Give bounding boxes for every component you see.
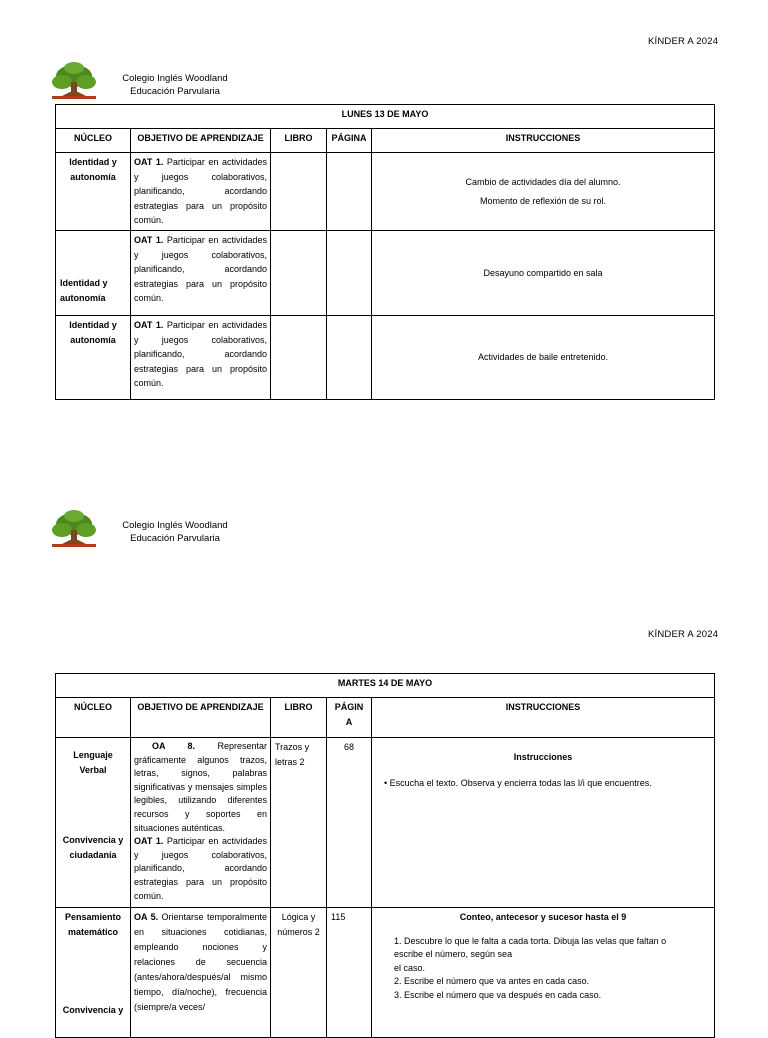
school-name: Colegio Inglés Woodland: [122, 73, 228, 84]
instruction-line: 3. Escribe el número que va después en cada caso.: [394, 989, 602, 1000]
oa-text: Participar en actividades y juegos colaborativos, planificando, acordando estrategias para un propósito común.: [134, 320, 267, 388]
table-row: [56, 738, 715, 908]
libro-cell: [271, 153, 327, 231]
col-libro: LIBRO: [271, 129, 327, 153]
instruction-line: 1. Descubre lo que le falta a cada torta. Dibuja las velas que faltan o escribe el número, según sea: [394, 935, 667, 959]
libro-cell: Trazos y letras 2: [271, 738, 327, 908]
col-instrucciones: INSTRUCCIONES: [372, 698, 715, 738]
table-row: [56, 153, 715, 231]
nucleo-cell: [56, 738, 131, 908]
nucleo-cell: Identidad y autonomía: [56, 316, 131, 400]
instructions-cell: [372, 908, 715, 1038]
libro-cell: Lógica y números 2: [271, 908, 327, 1038]
instructions-cell: [372, 738, 715, 908]
oat-text: Participar en actividades y juegos colaborativos, planificando, acordando estrategias para un propósito común.: [134, 836, 267, 901]
instruction-line: Momento de reflexión de su rol.: [479, 195, 607, 206]
col-nucleo: NÚCLEO: [56, 698, 131, 738]
pagina-cell: 115: [327, 908, 372, 1038]
page1-header-right: KÍNDER A 2024: [648, 36, 719, 47]
school-info: [112, 72, 238, 98]
instructions-title: Conteo, antecesor y sucesor hasta el 9: [459, 912, 627, 922]
oa-code: OA 8.: [152, 741, 196, 751]
page2-header-right: KÍNDER A 2024: [648, 629, 719, 640]
school-subtitle: Educación Parvularia: [130, 533, 220, 544]
table-row: [56, 316, 715, 400]
oa-text: Participar en actividades y juegos colaborativos, planificando, acordando estrategias para un propósito común.: [134, 235, 267, 303]
col-objetivo: OBJETIVO DE APRENDIZAJE: [131, 698, 271, 738]
nucleo-secondary: Convivencia y ciudadanía: [62, 835, 124, 860]
instructions-cell: Desayuno compartido en sala: [372, 231, 715, 316]
pagina-cell: 68: [327, 738, 372, 908]
nucleo-cell: Identidad y autonomía: [56, 231, 131, 316]
col-pagina: PÁGIN A: [327, 698, 372, 738]
woodland-logo: [48, 60, 100, 106]
monday-plan-table: [55, 104, 715, 400]
libro-cell: [271, 316, 327, 400]
oa-text: Participar en actividades y juegos colaborativos, planificando, acordando estrategias para un propósito común.: [134, 157, 267, 225]
table-row: [56, 231, 715, 316]
objective-cell: [131, 231, 271, 316]
libro-cell: [271, 231, 327, 316]
pagina-cell: [327, 316, 372, 400]
tree-logo-icon: [48, 508, 100, 554]
woodland-logo: [48, 508, 100, 554]
nucleo-primary: Pensamiento matemático: [64, 912, 122, 937]
instruction-list: [376, 935, 710, 1003]
school-subtitle: Educación Parvularia: [130, 86, 220, 97]
oa-code: OAT 1.: [134, 235, 164, 245]
col-pagina: PÁGINA: [327, 129, 372, 153]
oat-code: OAT 1.: [134, 836, 164, 847]
nucleo-cell: [56, 908, 131, 1038]
instruction-line: 2. Escribe el número que va antes en cada caso.: [394, 976, 590, 986]
nucleo-secondary: Convivencia y: [62, 1005, 124, 1015]
day-title: LUNES 13 DE MAYO: [56, 105, 715, 129]
col-instrucciones: INSTRUCCIONES: [372, 129, 715, 153]
oa-text: Representar gráficamente algunos trazos, letras, signos, palabras significativas y mensajes simples legibles, utilizando diferentes recursos y soportes en situaciones auténticas.: [134, 741, 267, 833]
objective-cell: [131, 738, 271, 908]
col-objetivo: OBJETIVO DE APRENDIZAJE: [131, 129, 271, 153]
objective-cell: [131, 908, 271, 1038]
nucleo-cell: Identidad y autonomía: [56, 153, 131, 231]
objective-cell: [131, 316, 271, 400]
pagina-cell: [327, 153, 372, 231]
oa-code: OAT 1.: [134, 320, 164, 330]
oa-code: OA 5.: [134, 912, 159, 922]
tuesday-plan-table: [55, 673, 715, 1038]
instruction-line: el caso.: [394, 962, 426, 973]
instructions-cell: [372, 153, 715, 231]
oa-text: Orientarse temporalmente en situaciones cotidianas, empleando nociones y relaciones de secuencia (antes/ahora/después/al mismo tiempo, día/noche), frecuencia (siempre/a veces/: [134, 912, 267, 1012]
instruction-line: Cambio de actividades día del alumno.: [465, 176, 621, 187]
school-info: [112, 519, 238, 545]
instruction-bullet: • Escucha el texto. Observa y encierra todas las I/i que encuentres.: [384, 777, 652, 788]
table-row: [56, 908, 715, 1038]
oa-code: OAT 1.: [134, 157, 164, 167]
tree-logo-icon: [48, 60, 100, 106]
instructions-cell: Actividades de baile entretenido.: [372, 316, 715, 400]
objective-cell: [131, 153, 271, 231]
nucleo-primary: Lenguaje Verbal: [73, 750, 113, 775]
pagina-cell: [327, 231, 372, 316]
col-libro: LIBRO: [271, 698, 327, 738]
school-name: Colegio Inglés Woodland: [122, 520, 228, 531]
col-nucleo: NÚCLEO: [56, 129, 131, 153]
day-title: MARTES 14 DE MAYO: [56, 674, 715, 698]
instructions-title: Instrucciones: [513, 752, 573, 762]
